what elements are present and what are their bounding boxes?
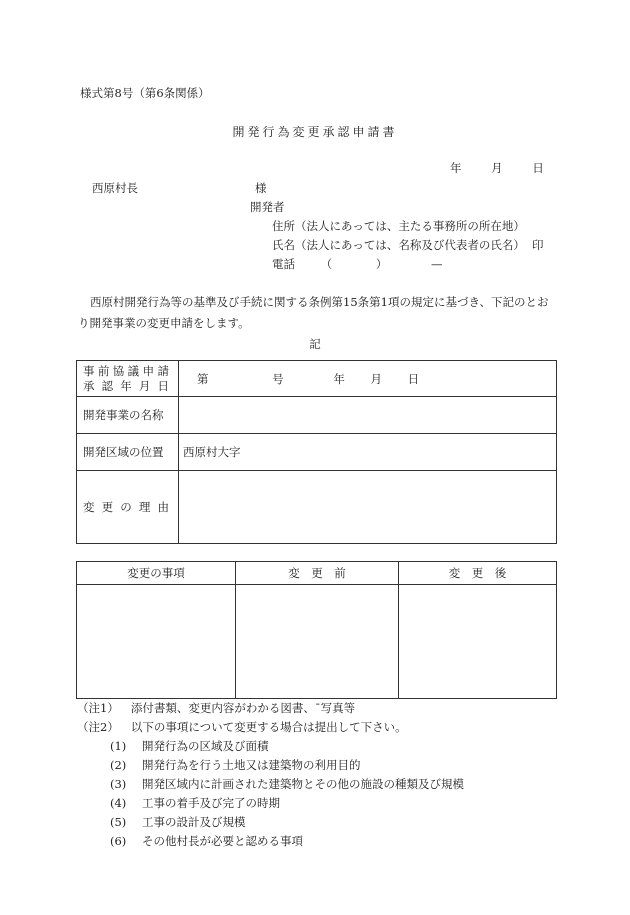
applicant-label: 開発者 (250, 200, 285, 214)
body-text (78, 292, 558, 334)
name-label: 氏名（法人にあっては、名称及び代表者の氏名） (272, 238, 525, 252)
list-item (110, 833, 303, 849)
date-year: 年 (450, 161, 462, 175)
address-label: 住所（法人にあっては、主たる事務所の所在地） (272, 219, 525, 233)
area-location-label: 開発区域の位置 (77, 434, 179, 471)
list-item (110, 738, 269, 754)
list-item-text: 工事の着手及び完了の時期 (142, 796, 280, 810)
list-item (110, 795, 280, 811)
list-item-text: 開発行為を行う土地又は建築物の利用目的 (142, 758, 361, 772)
label-char: 由 (157, 500, 169, 514)
label-char: 変 (83, 500, 95, 514)
label-char: 申 (142, 363, 155, 378)
honorific: 様 (255, 181, 267, 195)
body-text-content: 西原村開発行為等の基準及び手続に関する条例第15条第1項の規定に基づき、下記のとおり開発事業の変更申請をします。 (78, 295, 549, 330)
list-item (110, 776, 464, 792)
application-info-table (76, 360, 557, 544)
label-char: 日 (157, 378, 169, 393)
date-line (450, 160, 544, 176)
approval-date-field[interactable] (179, 361, 557, 397)
list-item-text: その他村長が必要と認める事項 (142, 834, 303, 848)
phone-dash: — (430, 257, 443, 271)
gou-label: 号 (272, 371, 284, 386)
change-reason-label (77, 471, 179, 544)
list-item-number: (1) (110, 739, 127, 753)
label-char: 協 (112, 363, 125, 378)
dai-label: 第 (197, 371, 209, 386)
table-row (77, 397, 557, 434)
note-2 (77, 719, 407, 735)
label-char: 年 (120, 378, 132, 393)
addressee: 西原村長 (92, 181, 138, 195)
label-char: 事 (83, 363, 95, 378)
list-item-number: (4) (110, 796, 127, 810)
label-char: の (120, 500, 132, 514)
form-number: 様式第8号（第6条関係） (80, 86, 210, 100)
phone-line (272, 256, 442, 272)
table-row (77, 361, 557, 397)
note-marker: （注1） (77, 701, 119, 715)
list-item-text: 開発行為の区域及び面積 (142, 739, 269, 753)
table-row (77, 434, 557, 471)
list-item-number: (3) (110, 777, 127, 791)
label-line-2 (83, 379, 169, 394)
area-location-field[interactable]: 西原村大字 (179, 434, 557, 471)
day-label: 日 (407, 371, 420, 386)
table-row (77, 585, 557, 699)
list-item-number: (5) (110, 815, 127, 829)
prior-consultation-label (77, 361, 179, 397)
phone-open-paren: （ (320, 257, 333, 271)
label-char: 認 (101, 378, 114, 393)
label-char: 理 (138, 500, 151, 514)
label-char: 更 (101, 500, 114, 514)
month-label: 月 (370, 371, 382, 386)
label-char: 月 (138, 378, 151, 393)
list-item-text: 工事の設計及び規模 (142, 815, 246, 829)
header-after: 変 更 後 (399, 562, 557, 585)
after-cell[interactable] (399, 585, 557, 699)
note-text: 添付書類、変更内容がわかる図書、¯写真等 (130, 701, 356, 715)
label-line-1 (83, 364, 169, 379)
list-item-number: (2) (110, 758, 127, 772)
change-item-cell[interactable] (77, 585, 236, 699)
label-char: 議 (127, 363, 140, 378)
document-title: 開発行為変更承認申請書 (232, 125, 398, 139)
phone-close-paren: ） (375, 257, 388, 271)
note-marker: （注2） (77, 720, 119, 734)
change-details-table (76, 561, 557, 699)
note-text: 以下の事項について変更する場合は提出して下さい。 (130, 720, 407, 734)
table-row (77, 471, 557, 544)
header-before: 変 更 前 (236, 562, 399, 585)
table-header-row (77, 562, 557, 585)
label-char: 承 (83, 378, 95, 393)
label-char: 請 (157, 363, 169, 378)
list-item-number: (6) (110, 834, 127, 848)
phone-label: 電話 (272, 257, 295, 271)
change-reason-field[interactable] (179, 471, 557, 544)
before-cell[interactable] (236, 585, 399, 699)
seal-mark: 印 (532, 238, 544, 252)
year-label: 年 (333, 371, 345, 386)
header-change-item: 変更の事項 (77, 562, 236, 585)
label-char: 前 (97, 363, 110, 378)
date-day: 日 (532, 161, 544, 175)
project-name-field[interactable] (179, 397, 557, 434)
ki-label: 記 (309, 337, 321, 351)
note-1 (77, 700, 355, 716)
date-month: 月 (491, 161, 503, 175)
list-item (110, 757, 361, 773)
list-item (110, 814, 246, 830)
list-item-text: 開発区域内に計画された建築物とその他の施設の種類及び規模 (142, 777, 464, 791)
project-name-label: 開発事業の名称 (77, 397, 179, 434)
